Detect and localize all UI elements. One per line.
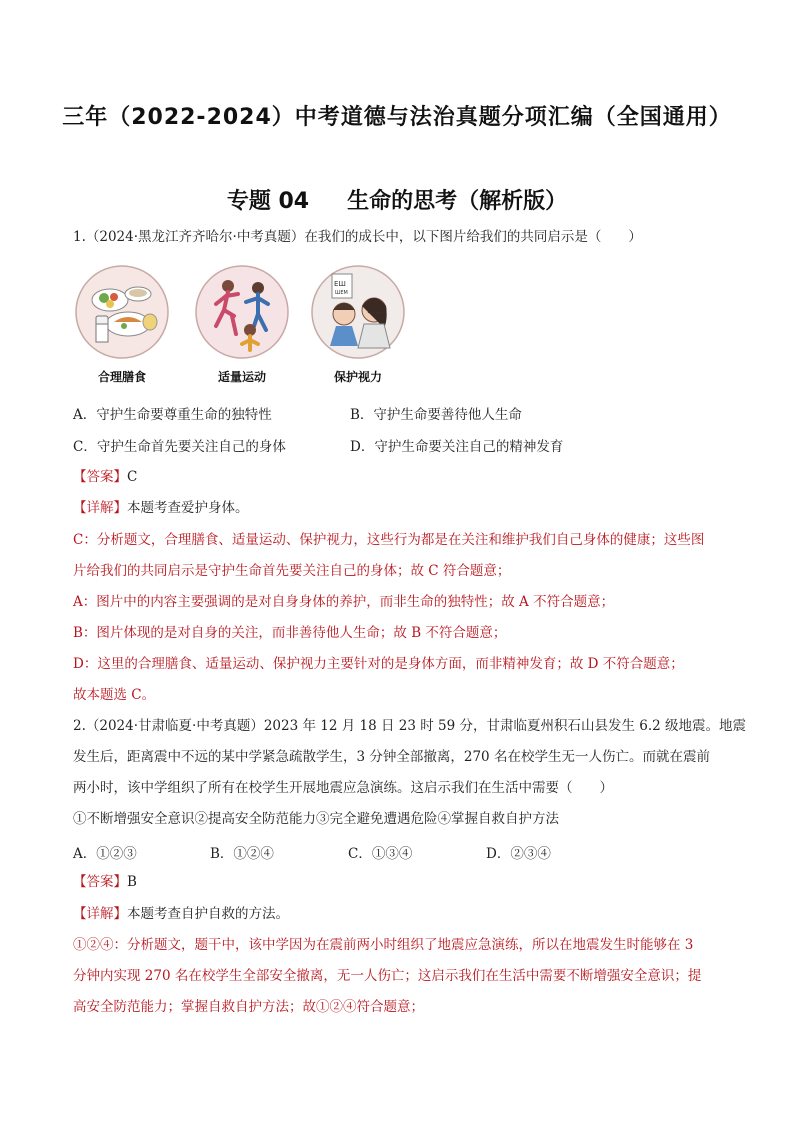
balanced-meal-icon — [72, 264, 172, 360]
svg-text:ШЕМ: ШЕМ — [335, 290, 348, 296]
detail-intro: 本题考查爱护身体。 — [127, 500, 249, 516]
detail-tag: 【详解】 — [73, 500, 127, 516]
q1-option-a: A．守护生命要尊重生命的独特性 — [73, 407, 272, 423]
q2-items: ①不断增强安全意识②提高安全防范能力③完全避免遭遇危险④掌握自救自护方法 — [73, 811, 559, 827]
q1-explain-d: D：这里的合理膳食、适量运动、保护视力主要针对的是身体方面，而非精神发育；故 D 不符合题意； — [73, 656, 684, 672]
q2-stem-3: 两小时，该中学组织了所有在校学生开展地震应急演练。这启示我们在生活中需要（ ） — [73, 780, 613, 796]
q1-image-caption: 保护视力 — [333, 370, 382, 384]
q2-explain-3: 高安全防范能力；掌握自救自护方法；故①②④符合题意； — [73, 999, 424, 1015]
q2-explain-2: 分钟内实现 270 名在校学生全部安全撤离，无一人伤亡；这启示我们在生活中需要不断增强安全意识；提 — [73, 968, 702, 984]
answer-tag: 【答案】 — [73, 469, 127, 485]
protect-eyesight-icon — [308, 264, 408, 360]
q1-answer — [73, 467, 723, 487]
q2-answer — [73, 872, 723, 892]
q1-image-exercise — [192, 264, 292, 385]
answer-value: B — [127, 874, 137, 890]
document-title: 三年（2022-2024）中考道德与法治真题分项汇编（全国通用） — [62, 105, 732, 130]
section-title — [0, 184, 794, 215]
q1-detail — [73, 498, 723, 518]
answer-tag: 【答案】 — [73, 874, 127, 890]
q1-explain-a: A：图片中的内容主要强调的是对自身身体的养护，而非生命的独特性；故 A 不符合题意； — [73, 594, 615, 610]
q1-option-c: C．守护生命首先要关注自己的身体 — [73, 439, 286, 455]
q1-image-eyesight — [308, 264, 408, 385]
q1-option-b: B．守护生命要善待他人生命 — [350, 407, 522, 423]
q2-stem-2: 发生后，距离震中不远的某中学紧急疏散学生，3 分钟全部撤离，270 名在校学生无一人伤亡。而就在震前 — [73, 749, 710, 765]
detail-tag: 【详解】 — [73, 906, 127, 922]
section-number: 专题 04 — [226, 189, 310, 214]
q2-explain-1: ①②④：分析题文，题干中，该中学因为在震前两小时组织了地震应急演练，所以在地震发生时能够在 3 — [73, 937, 694, 953]
q2-option-c: C．①③④ — [348, 846, 413, 862]
q1-stem: 1.（2024·黑龙江齐齐哈尔·中考真题）在我们的成长中，以下图片给我们的共同启示是（ ） — [73, 229, 642, 245]
svg-text:ЕШ: ЕШ — [334, 280, 346, 288]
q2-option-b: B．①②④ — [210, 846, 274, 862]
q1-conclusion: 故本题选 C。 — [73, 687, 156, 703]
q1-explain-b: B：图片体现的是对自身的关注，而非善待他人生命；故 B 不符合题意； — [73, 625, 507, 641]
answer-value: C — [127, 469, 138, 485]
q1-option-d: D．守护生命要关注自己的精神发育 — [350, 439, 564, 455]
q1-explain-c-2: 片给我们的共同启示是守护生命首先要关注自己的身体；故 C 符合题意； — [73, 563, 511, 579]
q1-image-caption: 合理膳食 — [97, 370, 146, 384]
section-name: 生命的思考（解析版） — [347, 189, 568, 214]
q2-option-d: D．②③④ — [486, 846, 551, 862]
q2-stem-1: 2.（2024·甘肃临夏·中考真题）2023 年 12 月 18 日 23 时 59 分，甘肃临夏州积石山县发生 6.2 级地震。地震 — [73, 718, 747, 734]
q1-image-caption: 适量运动 — [217, 370, 266, 384]
q1-explain-c-1: C：分析题文，合理膳食、适量运动、保护视力，这些行为都是在关注和维护我们自己身体的健康；这些图 — [73, 532, 705, 548]
exercise-icon — [192, 264, 292, 360]
q2-option-a: A．①②③ — [73, 846, 137, 862]
q1-image-meal — [72, 264, 172, 385]
q2-detail — [73, 904, 723, 924]
detail-intro: 本题考查自护自救的方法。 — [127, 906, 289, 922]
